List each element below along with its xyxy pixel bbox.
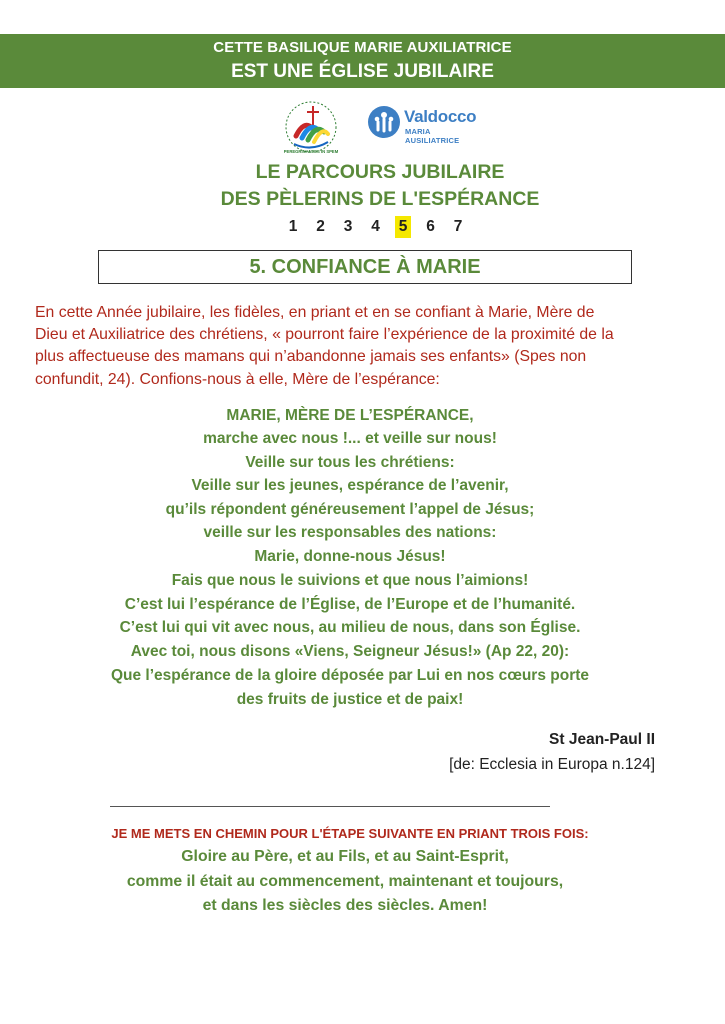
intro-paragraph [35, 302, 695, 391]
source-citation: [de: Ecclesia in Europa n.124] [449, 756, 655, 773]
banner-line-2: EST UNE ÉGLISE JUBILAIRE [231, 61, 494, 82]
prayer-line: MARIE, MÈRE DE L’ESPÉRANCE, [226, 407, 474, 424]
prayer-line: des fruits de justice et de paix! [236, 691, 464, 708]
closing-line: et dans les siècles des siècles. Amen! [202, 897, 488, 914]
prayer-line: Veille sur tous les chrétiens: [245, 454, 455, 471]
jubilee-motto: PEREGRINANTES IN SPEM [283, 149, 339, 154]
section-divider [110, 806, 550, 807]
prayer-line: Que l’espérance de la gloire déposée par Lui en nos cœurs porte [110, 667, 590, 684]
banner-line-1: CETTE BASILIQUE MARIE AUXILIATRICE [213, 39, 512, 56]
closing-line: comme il était au commencement, maintenant et toujours, [126, 873, 564, 890]
prayer-line: qu’ils répondent généreusement l’appel de Jésus; [165, 501, 535, 518]
step-number-2: 2 [316, 218, 325, 235]
logos-row [0, 100, 725, 156]
step-number-1: 1 [288, 218, 298, 235]
prayer-line: Veille sur les jeunes, espérance de l’avenir, [191, 477, 509, 494]
intro-line: plus affectueuse des mamans qui n’abandonne jamais ses enfants» (Spes non [35, 348, 587, 366]
valdocco-name: Valdocco [404, 107, 477, 126]
valdocco-emblem-icon [368, 106, 400, 138]
closing-heading: JE ME METS EN CHEMIN POUR L'ÉTAPE SUIVANTE EN PRIANT TROIS FOIS: [111, 826, 589, 841]
prayer-line: Avec toi, nous disons «Viens, Seigneur Jésus!» (Ap 22, 20): [130, 643, 570, 660]
jubilee-church-banner [0, 34, 725, 88]
intro-line: confundit, 24). Confions-nous à elle, Mère de l’espérance: [35, 370, 440, 388]
prayer-line: marche avec nous !... et veille sur nous! [203, 430, 497, 447]
prayer-line: Fais que nous le suivions et que nous l’aimions! [171, 572, 529, 589]
page-title-line-2: DES PÈLERINS DE L'ESPÉRANCE [220, 188, 540, 210]
valdocco-logo [368, 106, 478, 145]
stage-title-box: 5. CONFIANCE À MARIE [98, 250, 632, 284]
valdocco-subtitle: MARIA AUSILIATRICE [405, 127, 460, 145]
intro-line: Dieu et Auxiliatrice des chrétiens, « pourront faire l’expérience de la proximité de la [35, 326, 614, 344]
author-name: St Jean-Paul II [549, 731, 655, 748]
prayer-line: C’est lui l’espérance de l’Église, de l’Europe et de l’humanité. [124, 596, 576, 613]
step-number-5: 5 [395, 216, 411, 238]
jubilee-2025-logo [282, 100, 340, 156]
closing-line: Gloire au Père, et au Fils, et au Saint-Esprit, [181, 848, 509, 865]
prayer-line: C’est lui qui vit avec nous, au milieu de nous, dans son Église. [119, 619, 581, 636]
step-number-7: 7 [453, 218, 463, 235]
step-number-3: 3 [343, 218, 353, 235]
step-number-6: 6 [426, 218, 435, 235]
prayer-line: Marie, donne-nous Jésus! [254, 548, 446, 565]
prayer-line: veille sur les responsables des nations: [203, 524, 497, 541]
page-title-line-1: LE PARCOURS JUBILAIRE [255, 161, 505, 183]
step-number-4: 4 [371, 218, 380, 235]
intro-line: En cette Année jubilaire, les fidèles, en priant et en se confiant à Marie, Mère de [35, 304, 595, 321]
